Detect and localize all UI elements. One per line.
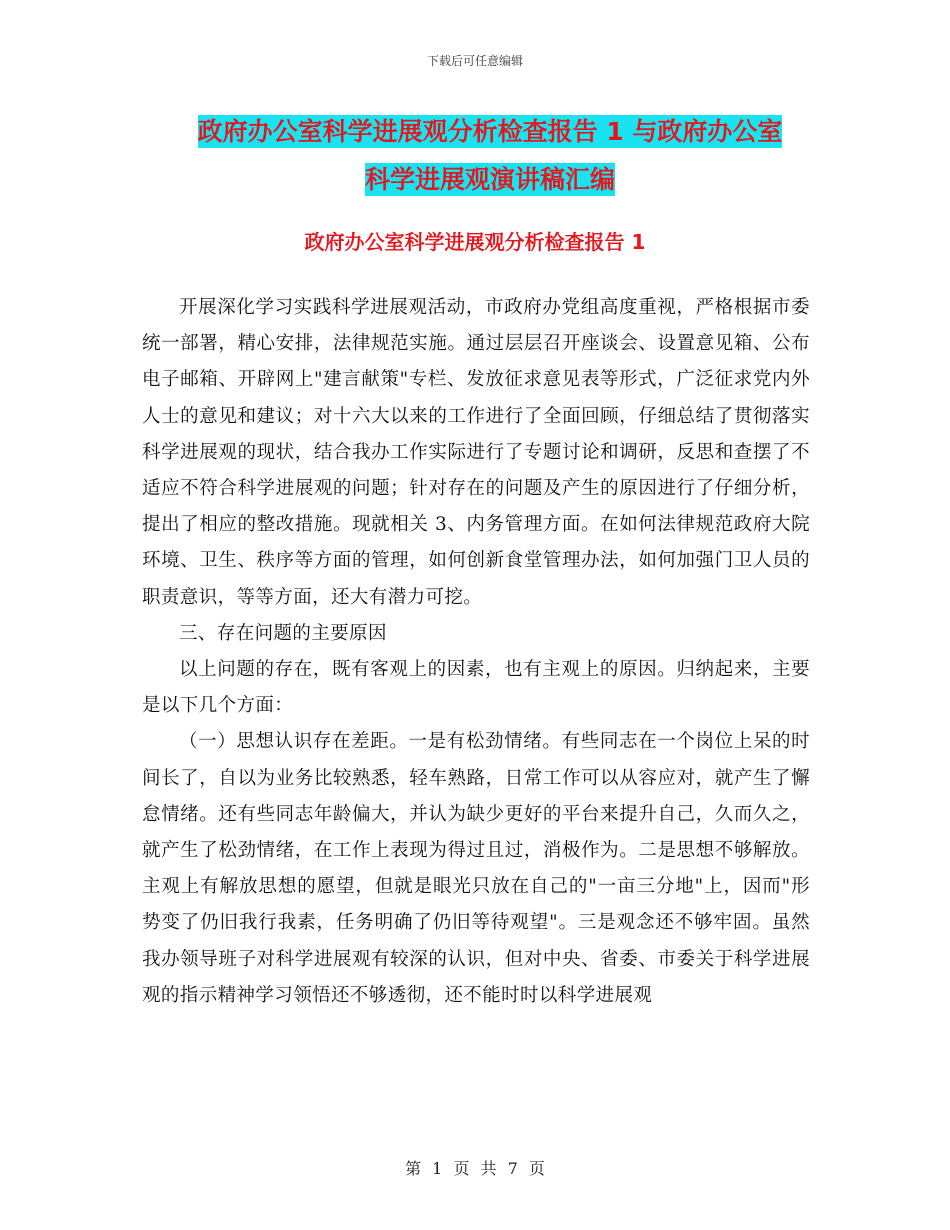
- document-title: [140, 108, 840, 204]
- document-body: [142, 290, 810, 1014]
- paragraph-heading: 三、存在问题的主要原因: [179, 622, 387, 644]
- paragraph: （一）思想认识存在差距。一是有松劲情绪。有些同志在一个岗位上呆的时间长了，自以为业务比较熟悉，轻车熟路，日常工作可以从容应对，就产生了懈怠情绪。还有些同志年龄偏大，并认为缺少更好的平台来提升自己，久而久之，就产生了松劲情绪，在工作上表现为得过且过，消极作为。二是思想不够解放。主观上有解放思想的愿望，但就是眼光只放在自己的"一亩三分地"上，因而"形势变了仍旧我行我素，任务明确了仍旧等待观望"。三是观念还不够牢固。虽然我办领导班子对科学进展观有较深的认识，但对中央、省委、市委关于科学进展观的指示精神学习领悟还不够透彻，还不能时时以科学进展观: [142, 731, 810, 1006]
- paragraph: 开展深化学习实践科学进展观活动，市政府办党组高度重视，严格根据市委统一部署，精心安排，法律规范实施。通过层层召开座谈会、设置意见箱、公布电子邮箱、开辟网上"建言献策"专栏、发放征求意见表等形式，广泛征求党内外人士的意见和建议；对十六大以来的工作进行了全面回顾，仔细总结了贯彻落实科学进展观的现状，结合我办工作实际进行了专题讨论和调研，反思和查摆了不适应不符合科学进展观的问题；针对存在的问题及产生的原因进行了仔细分析，提出了相应的整改措施。现就相关 3、内务管理方面。在如何法律规范政府大院环境、卫生、秩序等方面的管理，如何创新食堂管理办法，如何加强门卫人员的职责意识，等等方面，还大有潜力可挖。: [142, 297, 810, 608]
- page-number-footer: 第 1 页 共 7 页: [405, 1159, 545, 1178]
- title-line-1: 政府办公室科学进展观分析检查报告 1 与政府办公室: [197, 117, 783, 146]
- title-line-2: 科学进展观演讲稿汇编: [364, 165, 615, 194]
- header-note: 下载后可任意编辑: [426, 54, 523, 68]
- paragraph: 以上问题的存在，既有客观上的因素，也有主观上的原因。归纳起来，主要是以下几个方面：: [142, 659, 810, 717]
- section-title: 政府办公室科学进展观分析检查报告 1: [304, 230, 646, 254]
